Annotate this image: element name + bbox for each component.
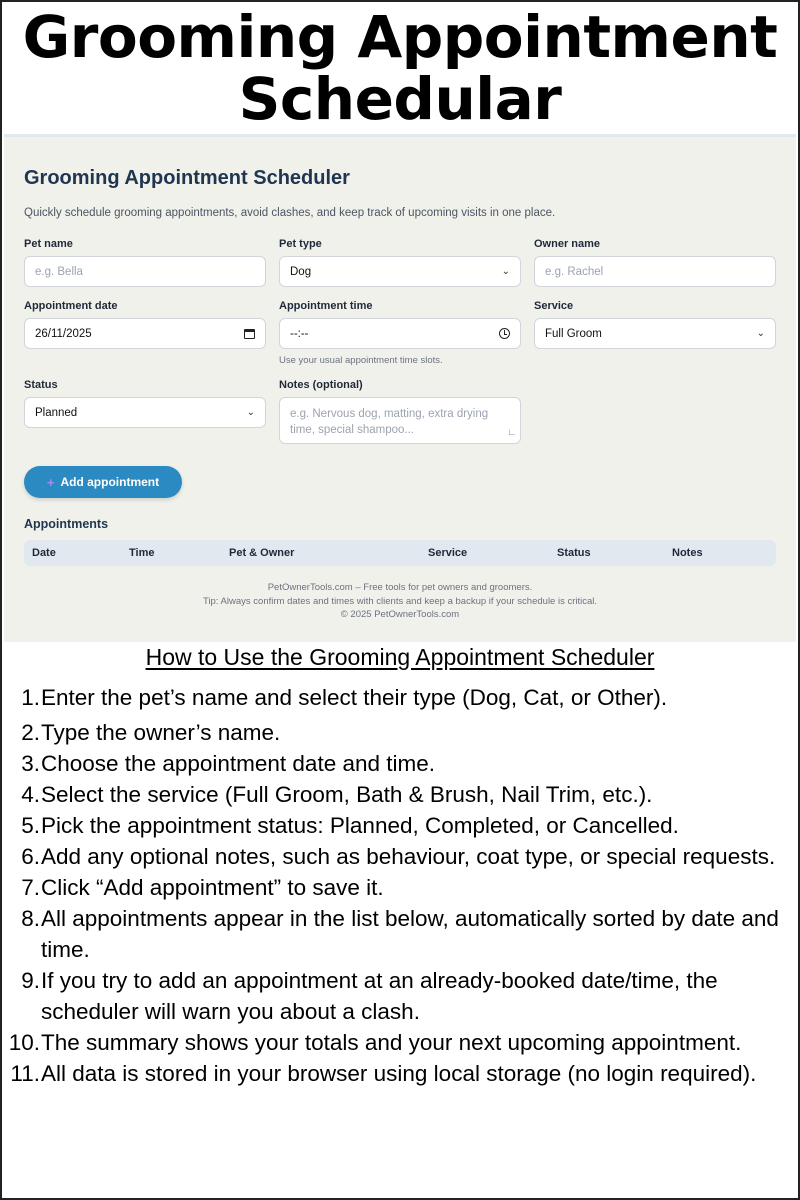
footer-line-1: PetOwnerTools.com – Free tools for pet owners and groomers. — [267, 582, 533, 593]
status-select[interactable] — [24, 397, 266, 428]
appointments-heading: Appointments — [24, 517, 109, 531]
add-appointment-label: Add appointment — [60, 475, 160, 489]
howto-steps — [0, 682, 800, 1089]
notes-field — [279, 379, 521, 444]
col-pet-owner[interactable]: Pet & Owner — [229, 547, 295, 559]
status-field — [24, 379, 266, 428]
col-date[interactable]: Date — [32, 547, 56, 559]
date-value: 26/11/2025 — [35, 327, 92, 340]
resize-handle-icon[interactable]: ∟ — [507, 427, 516, 437]
pet-type-label: Pet type — [279, 238, 322, 250]
date-label: Appointment date — [24, 300, 118, 312]
date-input[interactable] — [24, 318, 266, 349]
list-item: 11. All data is stored in your browser using local storage (no login required). — [10, 1061, 757, 1086]
footer-line-3: © 2025 PetOwnerTools.com — [340, 609, 460, 620]
calendar-icon[interactable] — [244, 329, 255, 339]
clock-icon[interactable] — [499, 328, 510, 339]
pet-name-placeholder: e.g. Bella — [35, 265, 83, 278]
pet-name-input[interactable] — [24, 256, 266, 287]
list-item: 8. All appointments appear in the list below, automatically sorted by date and time. — [21, 906, 779, 962]
pet-type-value: Dog — [290, 265, 312, 278]
owner-name-label: Owner name — [534, 238, 601, 250]
add-appointment-button[interactable] — [24, 466, 182, 498]
pet-type-select[interactable] — [279, 256, 521, 287]
col-notes[interactable]: Notes — [672, 547, 703, 559]
col-time[interactable]: Time — [129, 547, 155, 559]
service-value: Full Groom — [545, 327, 602, 340]
chevron-down-icon: ⌄ — [246, 407, 255, 418]
notes-textarea[interactable] — [279, 397, 521, 444]
service-select[interactable] — [534, 318, 776, 349]
chevron-down-icon: ⌄ — [501, 266, 510, 277]
notes-label: Notes (optional) — [279, 379, 363, 391]
col-status[interactable]: Status — [557, 547, 591, 559]
service-field — [534, 300, 776, 349]
list-item: 1. Enter the pet’s name and select their type (Dog, Cat, or Other). — [21, 685, 668, 710]
scheduler-app — [4, 134, 796, 642]
app-footer — [4, 581, 796, 622]
howto-heading: How to Use the Grooming Appointment Scheduler — [145, 644, 655, 670]
time-value: --:-- — [290, 327, 309, 340]
owner-name-input[interactable] — [534, 256, 776, 287]
list-item: 5. Pick the appointment status: Planned, Completed, or Cancelled. — [21, 813, 679, 838]
notes-placeholder: e.g. Nervous dog, matting, extra drying time, special shampoo... — [290, 408, 489, 436]
list-item: 10. The summary shows your totals and your next upcoming appointment. — [8, 1030, 742, 1055]
col-service[interactable]: Service — [428, 547, 468, 559]
poster-title-line-2: Schedular — [238, 65, 562, 133]
poster-title — [0, 3, 800, 133]
date-field — [24, 300, 266, 349]
status-label: Status — [24, 379, 58, 391]
footer-line-2: Tip: Always confirm dates and times with clients and keep a backup if your schedule is critical. — [202, 595, 598, 607]
list-item: 7. Click “Add appointment” to save it. — [21, 875, 384, 900]
poster-title-line-1: Grooming Appointment — [22, 3, 778, 71]
pet-name-label: Pet name — [24, 238, 73, 250]
pet-name-field — [24, 238, 266, 287]
list-item: 3. Choose the appointment date and time. — [21, 751, 436, 776]
list-item: 4. Select the service (Full Groom, Bath & Brush, Nail Trim, etc.). — [21, 782, 653, 807]
list-item: 2. Type the owner’s name. — [21, 720, 281, 745]
status-value: Planned — [35, 406, 78, 419]
time-field — [279, 300, 521, 366]
owner-name-field — [534, 238, 776, 287]
chevron-down-icon: ⌄ — [756, 328, 765, 339]
service-label: Service — [534, 300, 574, 312]
list-item: 6. Add any optional notes, such as behaviour, coat type, or special requests. — [21, 844, 776, 869]
appointments-table-header — [24, 540, 776, 566]
list-item: 9. If you try to add an appointment at an already-booked date/time, the scheduler will warn you about a clash. — [21, 968, 718, 1024]
time-input[interactable] — [279, 318, 521, 349]
time-hint: Use your usual appointment time slots. — [279, 355, 443, 366]
app-title: Grooming Appointment Scheduler — [24, 167, 350, 189]
app-subtitle: Quickly schedule grooming appointments, avoid clashes, and keep track of upcoming visits in one place. — [24, 207, 556, 219]
plus-icon: + — [46, 474, 55, 490]
owner-name-placeholder: e.g. Rachel — [545, 265, 604, 278]
pet-type-field — [279, 238, 521, 287]
time-label: Appointment time — [279, 300, 373, 312]
